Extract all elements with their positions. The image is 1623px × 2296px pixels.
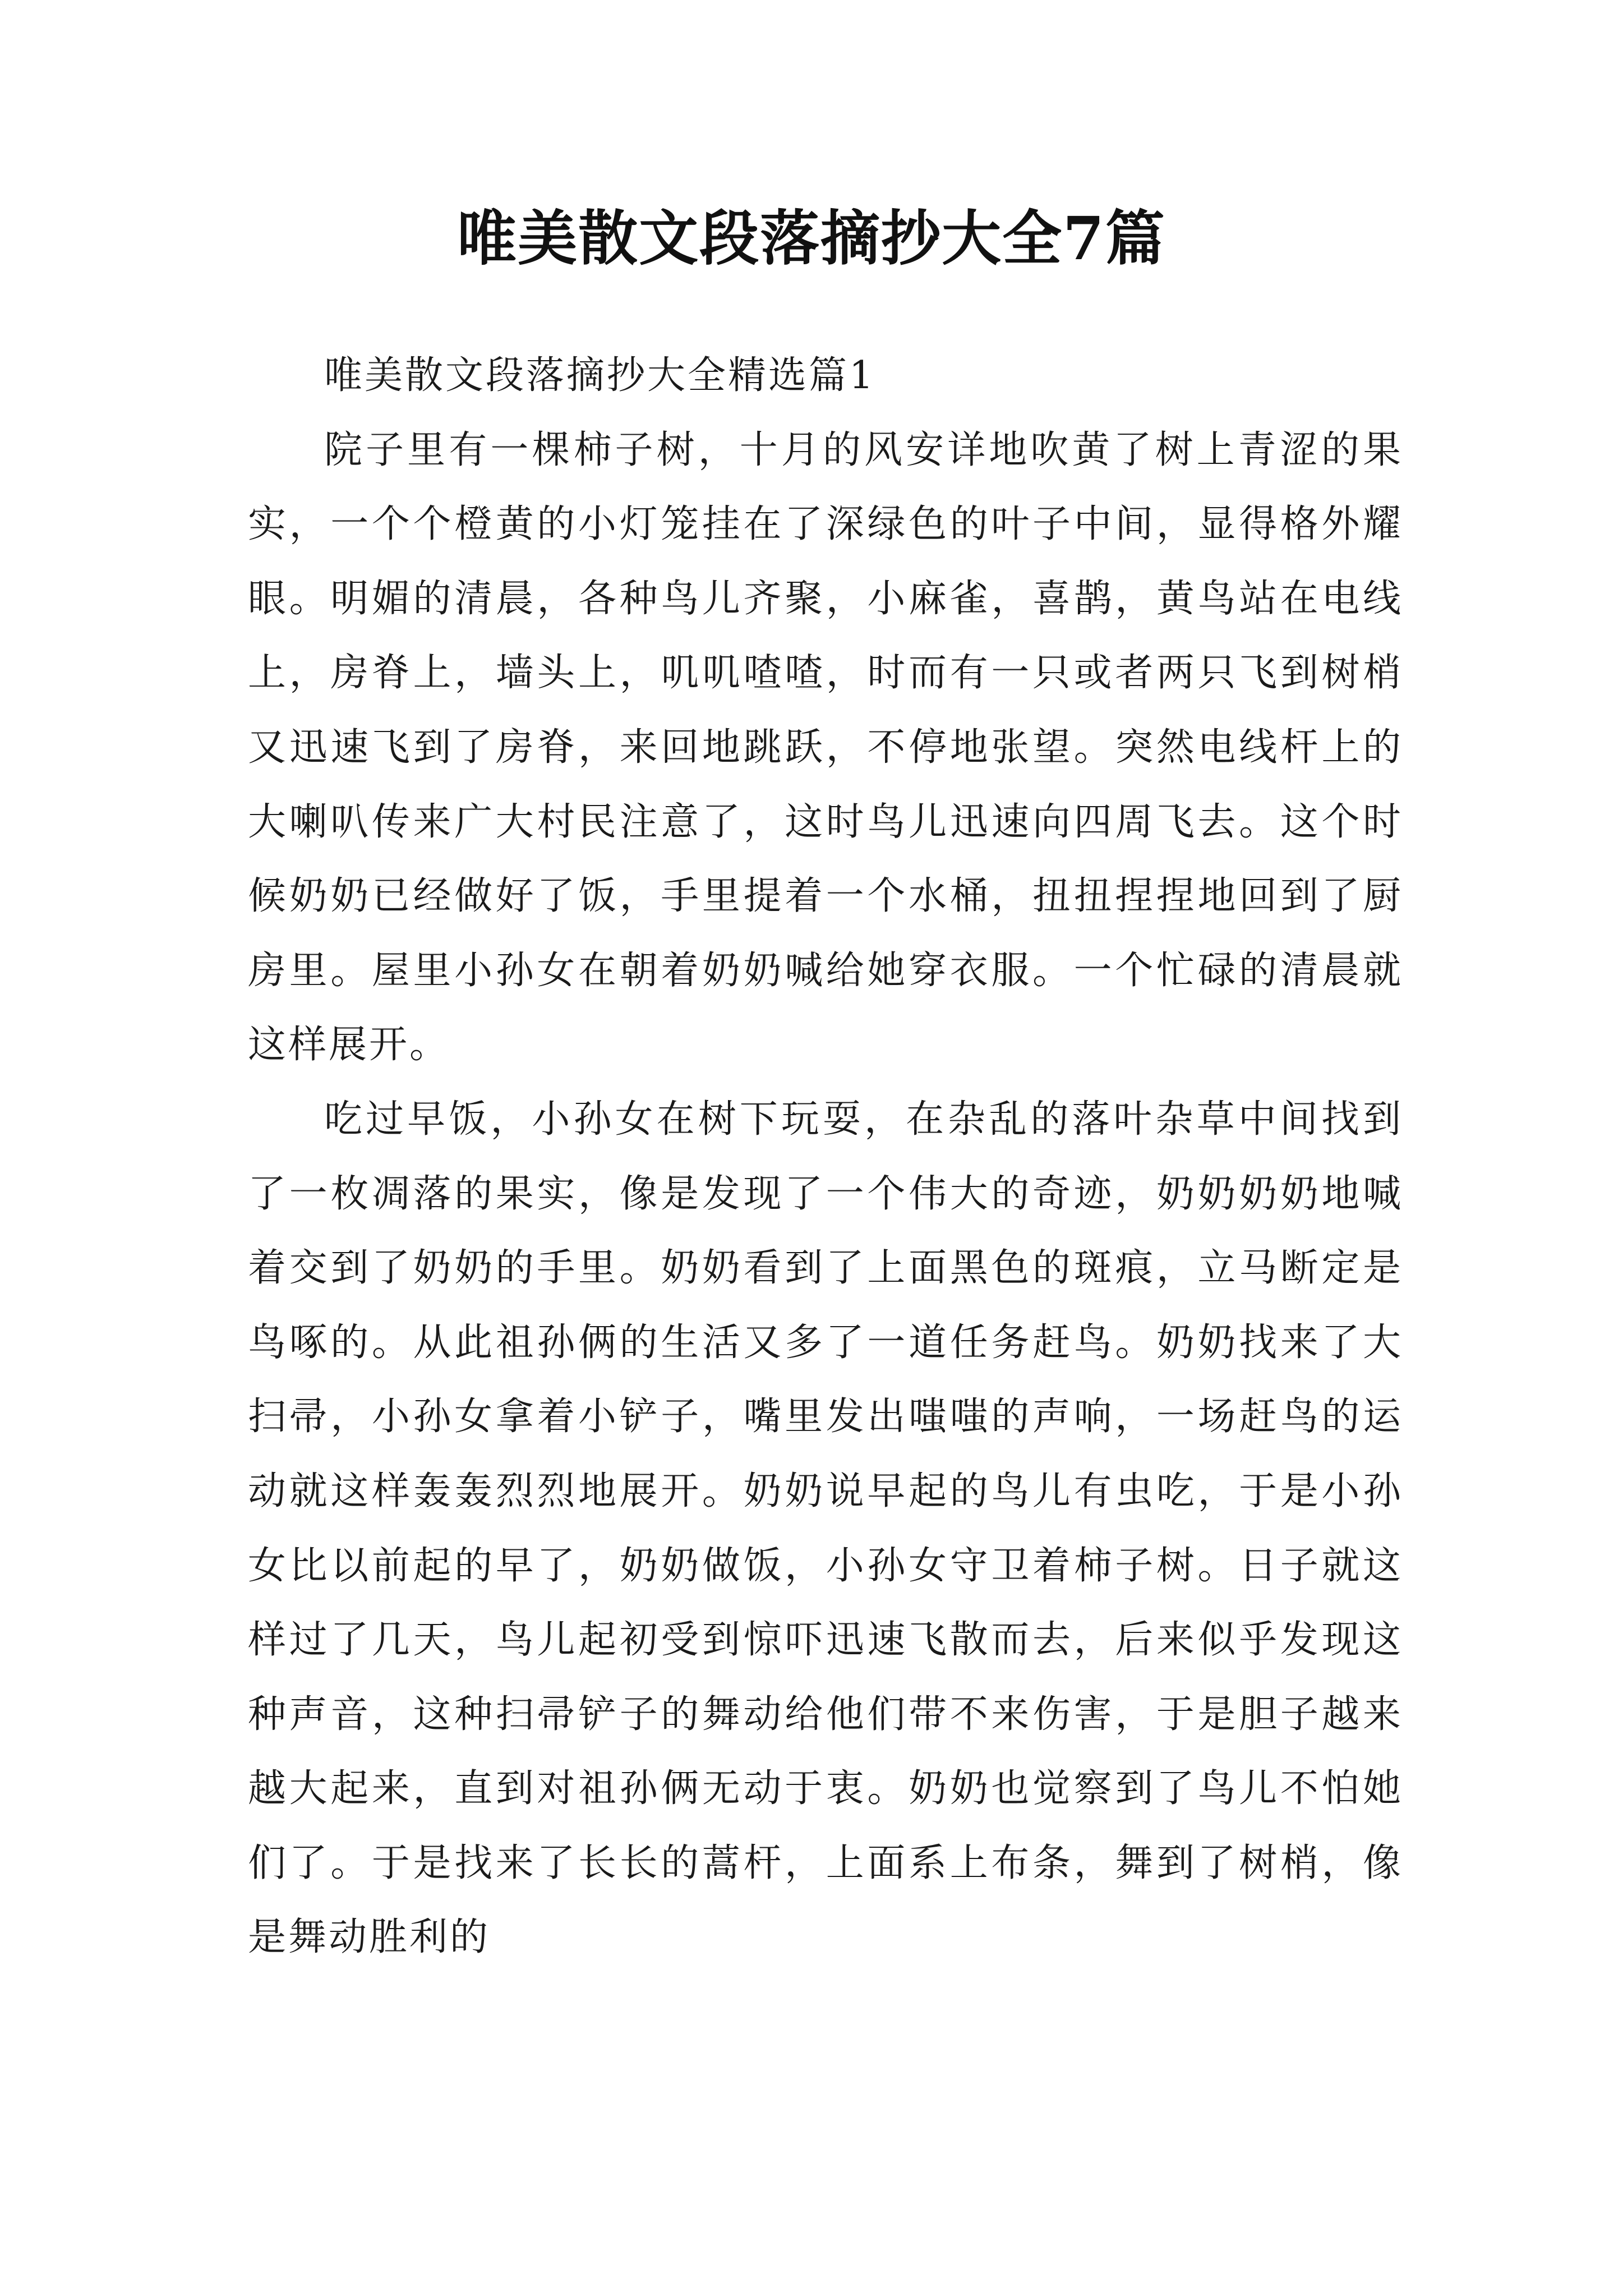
paragraph-1: 院子里有一棵柿子树，十月的风安详地吹黄了树上青涩的果实，一个个橙黄的小灯笼挂在了深绿色的叶子中间，显得格外耀眼。明媚的清晨，各种鸟儿齐聚，小麻雀，喜鹊，黄鸟站在电线上，房脊上，墙头上，叽叽喳喳，时而有一只或者两只飞到树梢又迅速飞到了房脊，来回地跳跃，不停地张望。突然电线杆上的大喇叭传来广大村民注意了，这时鸟儿迅速向四周飞去。这个时候奶奶已经做好了饭，手里提着一个水桶，扭扭捏捏地回到了厨房里。屋里小孙女在朝着奶奶喊给她穿衣服。一个忙碌的清晨就这样展开。 [248, 427, 1403, 1068]
paragraph-2: 吃过早饭，小孙女在树下玩耍，在杂乱的落叶杂草中间找到了一枚凋落的果实，像是发现了一个伟大的奇迹，奶奶奶奶地喊着交到了奶奶的手里。奶奶看到了上面黑色的斑痕，立马断定是鸟啄的。从此祖孙俩的生活又多了一道任务赶鸟。奶奶找来了大扫帚，小孙女拿着小铲子，嘴里发出嗤嗤的声响，一场赶鸟的运动就这样轰轰烈烈地展开。奶奶说早起的鸟儿有虫吃，于是小孙女比以前起的早了，奶奶做饭，小孙女守卫着柿子树。日子就这样过了几天，鸟儿起初受到惊吓迅速飞散而去，后来似乎发现这种声音，这种扫帚铲子的舞动给他们带不来伤害，于是胆子越来越大起来，直到对祖孙俩无动于衷。奶奶也觉察到了鸟儿不怕她们了。于是找来了长长的蒿杆，上面系上布条，舞到了树梢，像是舞动胜利的 [248, 1097, 1403, 1960]
document-title: 唯美散文段落摘抄大全7篇 [457, 203, 1166, 273]
section-heading: 唯美散文段落摘抄大全精选篇1 [324, 353, 876, 398]
document-body [248, 339, 1403, 1975]
